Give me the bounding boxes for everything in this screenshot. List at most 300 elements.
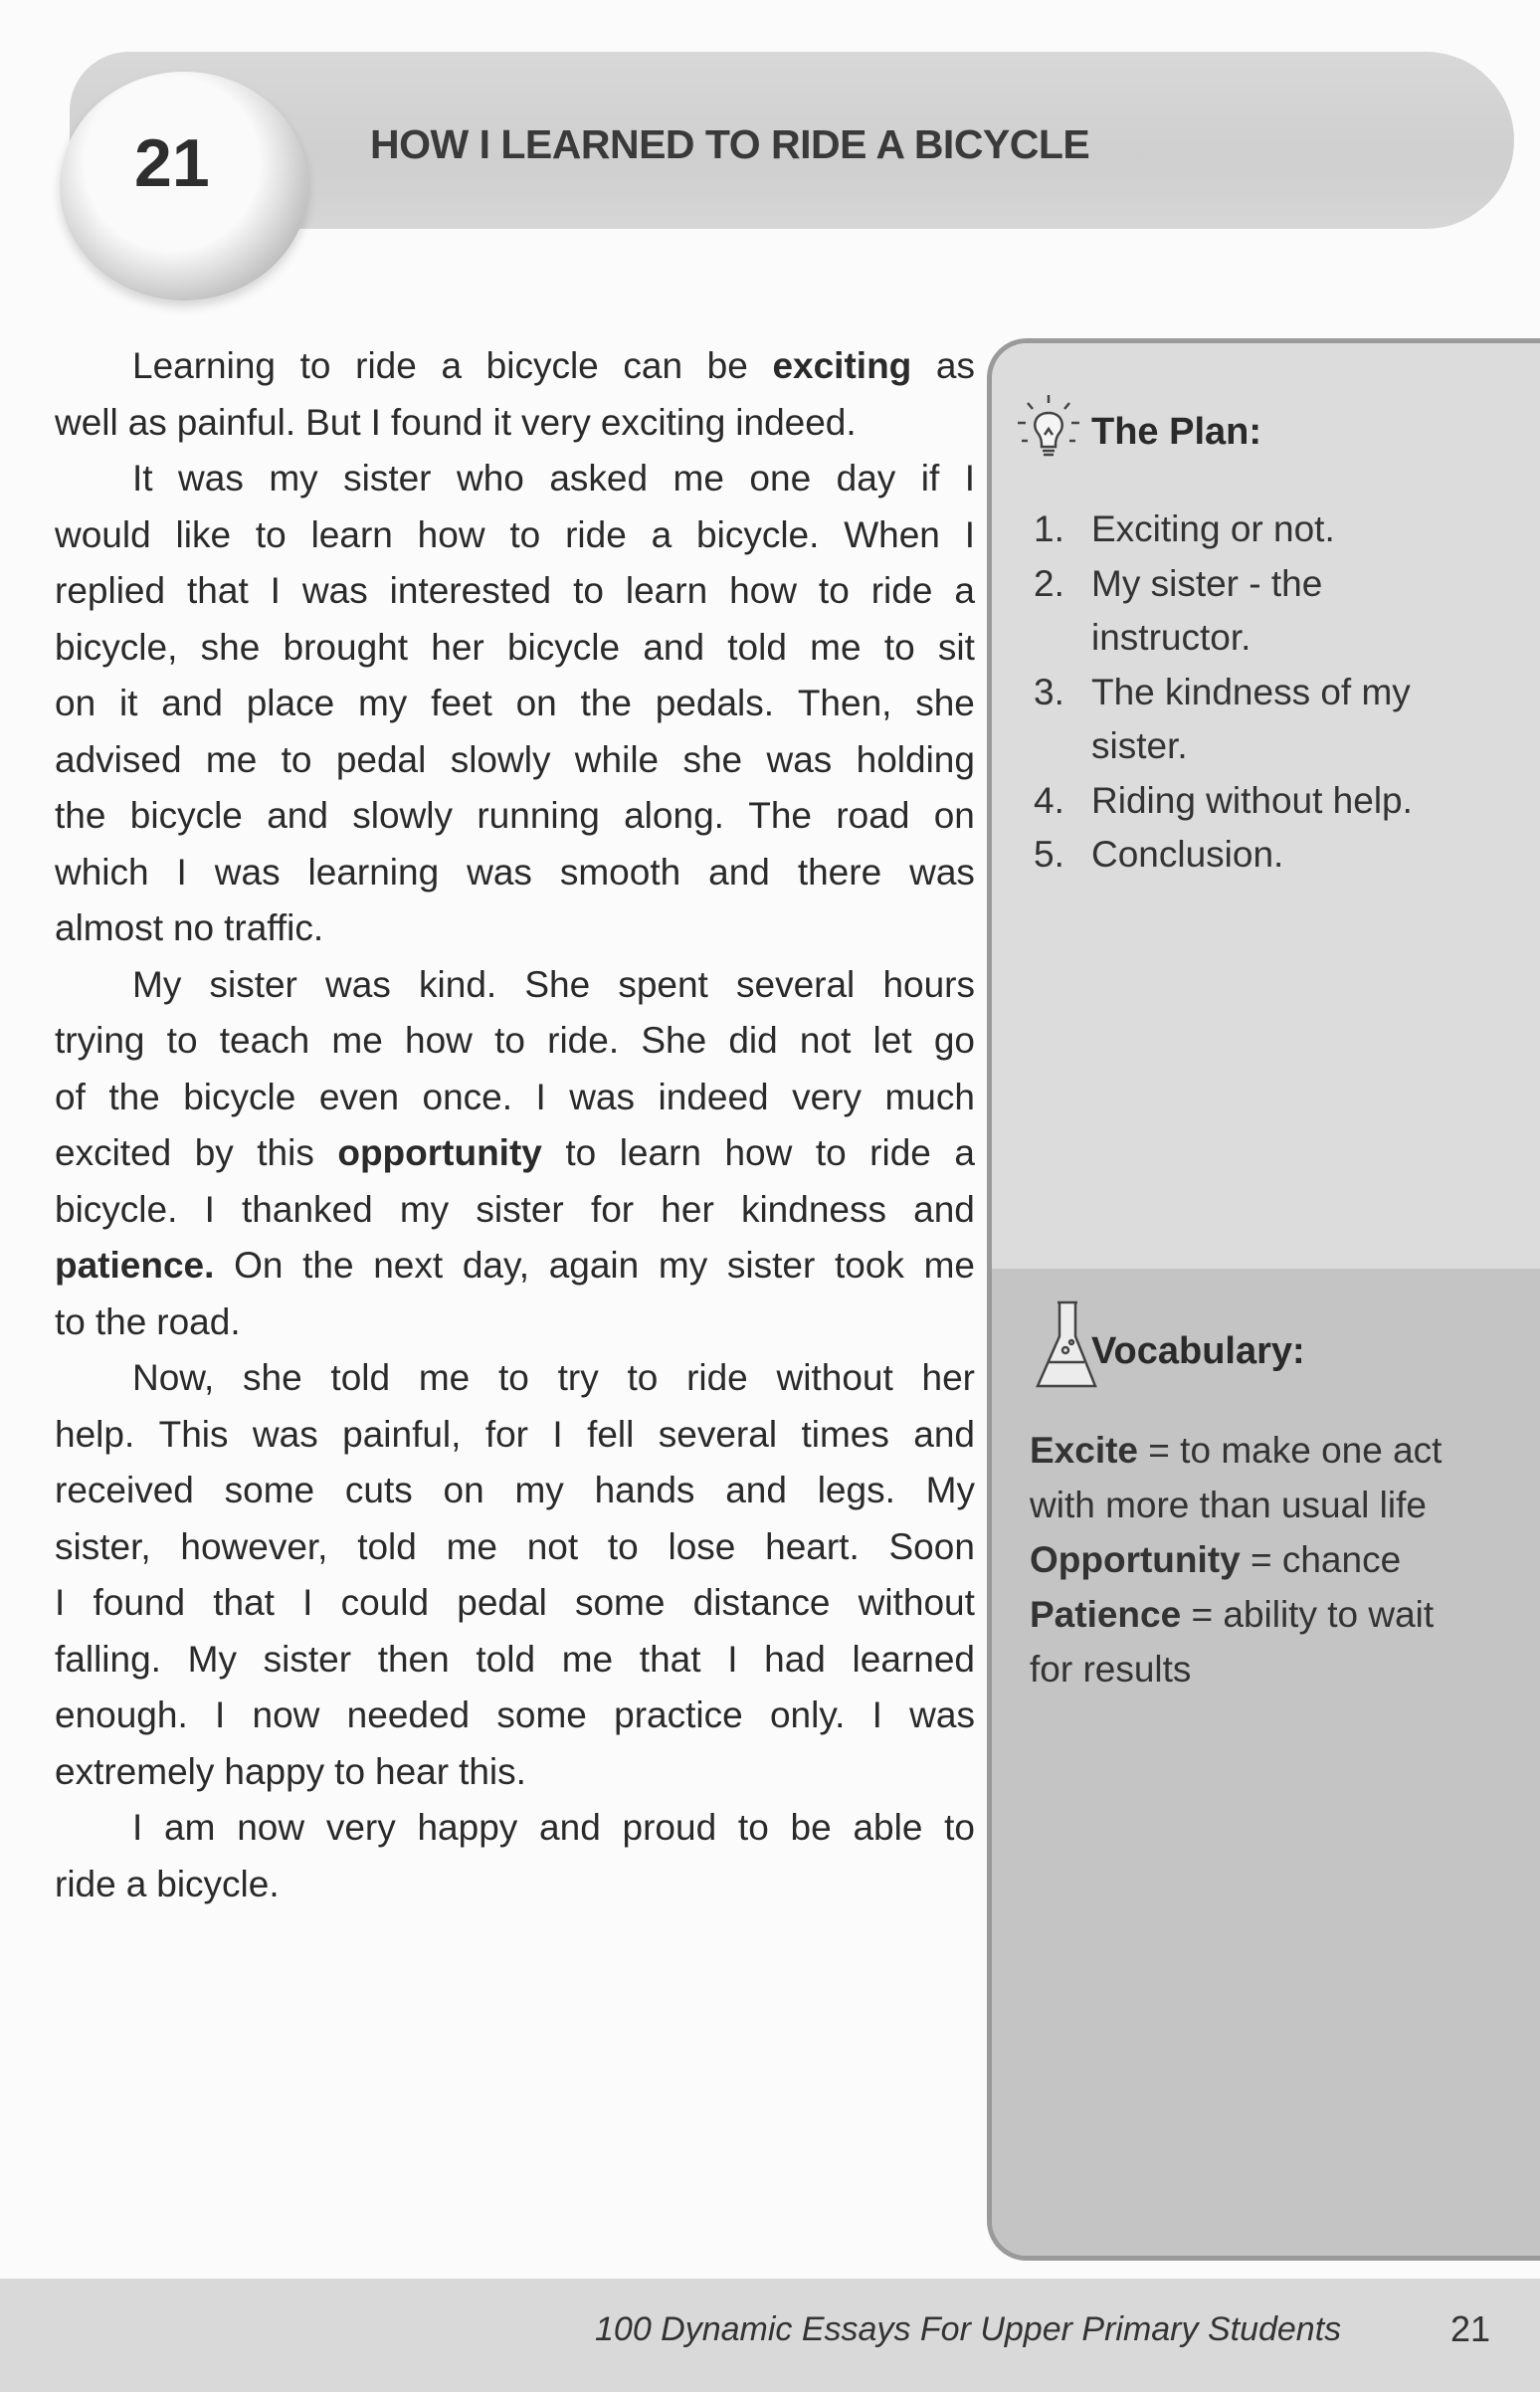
word: She — [524, 963, 591, 1005]
word: asked — [549, 458, 649, 498]
lightbulb-icon — [1014, 391, 1083, 471]
word: slowly — [352, 795, 454, 836]
word: was — [252, 1413, 318, 1455]
word: me — [205, 738, 258, 780]
vocabulary-definition: = to make one act — [1138, 1430, 1443, 1471]
word: ride — [55, 1863, 116, 1904]
word: her — [661, 1188, 714, 1230]
word: But — [305, 401, 361, 443]
word: the — [302, 1245, 354, 1286]
word: to — [573, 570, 604, 611]
word: holding — [856, 738, 975, 780]
word: found — [93, 1582, 186, 1623]
plan-item — [1034, 502, 1335, 557]
plan-item-text — [1091, 774, 1413, 829]
word: indeed — [658, 1076, 769, 1117]
word: Now, — [132, 1357, 215, 1398]
plan-item — [1034, 666, 1411, 774]
word: almost — [55, 907, 163, 948]
word: to — [281, 738, 312, 780]
word: not — [526, 1525, 579, 1567]
word: was — [569, 1076, 636, 1117]
word: could — [340, 1582, 430, 1623]
word: trying — [55, 1020, 145, 1061]
word: some — [224, 1470, 315, 1510]
plan-item-text — [1091, 828, 1283, 883]
word: thanked — [242, 1188, 373, 1230]
plan-item-number: 4. — [1034, 779, 1064, 821]
word: go — [933, 1020, 975, 1061]
word: to — [818, 570, 850, 611]
essay-line — [55, 1070, 975, 1126]
word: and — [267, 795, 328, 836]
word: to — [299, 345, 331, 386]
word: my — [357, 683, 408, 723]
word: enough. — [55, 1694, 188, 1735]
word: fell — [587, 1413, 635, 1455]
word: to — [944, 1807, 975, 1848]
word: feet — [431, 683, 492, 723]
essay-line — [55, 451, 975, 507]
essay-line — [55, 845, 975, 901]
word: some — [496, 1694, 587, 1735]
word: happy — [224, 1750, 325, 1792]
word: as — [127, 401, 167, 443]
vocabulary-line — [1030, 1642, 1191, 1696]
word: pedal — [335, 738, 427, 780]
word: well — [55, 401, 118, 443]
word: my — [399, 1188, 450, 1230]
word: The — [748, 795, 813, 836]
word: next — [373, 1245, 444, 1286]
word: very — [325, 1807, 396, 1848]
word: received — [55, 1470, 194, 1510]
word: how — [724, 1132, 793, 1173]
essay-line — [55, 1632, 975, 1689]
word: painful, — [342, 1413, 462, 1455]
word: ride — [565, 513, 627, 555]
word: It — [132, 458, 153, 498]
essay-line — [55, 1800, 975, 1857]
word: learn — [310, 513, 393, 555]
word: one — [749, 458, 812, 498]
word: help. — [55, 1413, 135, 1455]
essay-body — [55, 338, 975, 1912]
word: me — [810, 626, 862, 668]
word: for — [590, 1188, 635, 1230]
word: this. — [459, 1750, 526, 1792]
word: me — [446, 1525, 497, 1567]
vocab-word: patience. — [55, 1245, 215, 1286]
word: Soon — [888, 1525, 975, 1567]
word: brought — [283, 626, 409, 668]
word: able — [853, 1807, 923, 1848]
essay-line — [55, 1744, 975, 1801]
word: bicycle. — [55, 1188, 178, 1230]
word: told — [727, 626, 787, 668]
word: which — [55, 851, 149, 893]
essay-title: HOW I LEARNED TO RIDE A BICYCLE — [370, 121, 1090, 167]
plan-item-line: instructor. — [1091, 617, 1251, 658]
word: was — [214, 851, 281, 893]
plan-item-line: Conclusion. — [1091, 834, 1284, 875]
word: try — [557, 1357, 599, 1398]
word: her — [431, 626, 484, 668]
word: My — [925, 1470, 975, 1510]
word: my — [514, 1470, 564, 1510]
word: bicycle — [506, 626, 621, 668]
plan-item-number: 3. — [1034, 671, 1064, 712]
word: to — [883, 626, 915, 668]
word: hours — [882, 963, 975, 1005]
word: if — [920, 458, 940, 498]
word: that — [187, 570, 249, 611]
word: much — [884, 1076, 975, 1117]
word: I — [964, 458, 975, 498]
word: hear — [375, 1750, 450, 1792]
plan-heading: The Plan: — [1091, 411, 1262, 453]
word: hands — [594, 1470, 695, 1510]
word: road. — [156, 1300, 241, 1342]
word: however, — [180, 1525, 328, 1567]
word: ride — [355, 345, 417, 386]
word: a — [651, 513, 673, 555]
word: now — [237, 1807, 305, 1848]
word: I — [204, 1188, 215, 1230]
plan-item-line: The kindness of my — [1091, 671, 1411, 712]
word: exciting — [600, 401, 726, 443]
word: some — [574, 1582, 666, 1623]
word: slowly — [450, 738, 551, 780]
vocabulary-line — [1030, 1423, 1442, 1478]
word: me — [673, 458, 724, 498]
word: sister — [726, 1245, 816, 1286]
sidebar-panel — [987, 338, 1540, 2261]
word: on — [515, 683, 557, 723]
word: day — [836, 458, 896, 498]
word: to — [255, 513, 287, 555]
word: me — [418, 1357, 471, 1398]
word: several — [658, 1413, 778, 1455]
plan-item — [1034, 774, 1413, 829]
word: and — [708, 851, 770, 893]
vocabulary-line — [1030, 1587, 1434, 1642]
word: my — [658, 1245, 708, 1286]
word: I — [552, 1413, 563, 1455]
word: was — [178, 458, 244, 498]
word: it — [492, 401, 511, 443]
word: of — [55, 1076, 86, 1117]
word: told — [476, 1638, 536, 1680]
essay-line — [55, 563, 975, 620]
word: spent — [618, 963, 708, 1005]
word: she — [200, 626, 261, 668]
word: bicycle — [183, 1076, 296, 1117]
vocabulary-definition: = chance — [1240, 1539, 1402, 1580]
essay-line — [55, 1688, 975, 1744]
word: sit — [937, 626, 975, 668]
word: there — [797, 851, 882, 893]
word: that — [639, 1638, 701, 1680]
vocabulary-definition: for results — [1030, 1649, 1192, 1690]
word: to — [509, 513, 541, 555]
word: legs. — [817, 1470, 895, 1510]
word: me — [923, 1245, 975, 1286]
vocabulary-definition: with more than usual life — [1030, 1485, 1427, 1525]
word: day, — [462, 1245, 530, 1286]
word: sister — [343, 458, 432, 498]
word: practice — [614, 1694, 743, 1735]
word: several — [736, 963, 856, 1005]
plan-item — [1034, 828, 1283, 883]
word: on — [443, 1470, 484, 1510]
vocabulary-section — [992, 1269, 1540, 2256]
word: and — [643, 626, 705, 668]
word: proud — [622, 1807, 717, 1848]
word: be — [706, 345, 748, 386]
word: not — [799, 1020, 852, 1061]
word: as — [935, 345, 975, 386]
word: she — [243, 1357, 302, 1398]
word: she — [682, 738, 743, 780]
word: she — [915, 683, 975, 723]
word: to — [334, 1750, 366, 1792]
word: pedals. — [655, 683, 775, 723]
word: traffic. — [224, 907, 324, 948]
word: painful. — [176, 401, 296, 443]
word: was — [301, 570, 368, 611]
word: replied — [55, 570, 166, 611]
essay-line — [55, 1125, 975, 1182]
word: her — [921, 1357, 975, 1398]
word: once. — [422, 1076, 513, 1117]
vocab-word: opportunity — [337, 1132, 542, 1173]
word: was — [325, 963, 391, 1005]
word: found — [390, 401, 483, 443]
word: even — [318, 1076, 400, 1117]
essay-line — [55, 1295, 975, 1351]
word: am — [164, 1807, 216, 1848]
word: extremely — [55, 1750, 215, 1792]
plan-item — [1034, 557, 1322, 666]
essay-line — [55, 732, 975, 789]
essay-line — [55, 1238, 975, 1295]
word: me — [561, 1638, 614, 1680]
word: sister, — [55, 1525, 151, 1567]
word: needed — [346, 1694, 471, 1735]
word: to — [737, 1807, 769, 1848]
essay-line — [55, 1350, 975, 1407]
word: falling. — [55, 1638, 161, 1680]
word: very — [520, 401, 591, 443]
word: my — [269, 458, 318, 498]
vocabulary-term: Opportunity — [1030, 1539, 1241, 1580]
word: sister — [476, 1188, 564, 1230]
word: who — [456, 458, 524, 498]
word: excited — [55, 1132, 172, 1173]
word: without — [776, 1357, 893, 1398]
word: learn — [625, 570, 708, 611]
word: to — [497, 1357, 529, 1398]
word: told — [357, 1525, 417, 1567]
word: can — [623, 345, 683, 386]
word: She — [641, 1020, 707, 1061]
word: I — [535, 1076, 546, 1117]
plan-item-text — [1091, 502, 1335, 557]
word: without — [858, 1582, 975, 1623]
book-title: 100 Dynamic Essays For Upper Primary Students — [595, 2310, 1342, 2348]
word: and — [913, 1413, 975, 1455]
vocabulary-line — [1030, 1478, 1427, 1532]
word: the — [55, 795, 106, 836]
essay-line — [55, 1182, 975, 1239]
essay-line — [55, 1013, 975, 1070]
word: to — [55, 1300, 86, 1342]
word: ride — [686, 1357, 748, 1398]
word: and — [913, 1188, 975, 1230]
word: When — [844, 513, 940, 555]
word: was — [467, 851, 532, 893]
word: I — [302, 1582, 313, 1623]
word: My — [187, 1638, 237, 1680]
word: a — [125, 1863, 147, 1904]
word: I — [132, 1807, 143, 1848]
word: distance — [692, 1582, 831, 1623]
word: I — [964, 513, 975, 555]
word: was — [766, 738, 833, 780]
word: smooth — [559, 851, 681, 893]
word: had — [764, 1638, 826, 1680]
word: I — [270, 570, 281, 611]
plan-item-line: Exciting or not. — [1091, 508, 1335, 549]
vocab-word: exciting — [772, 345, 912, 386]
word: told — [330, 1357, 391, 1398]
word: Learning — [132, 345, 277, 386]
vocabulary-line — [1030, 1532, 1401, 1587]
word: by — [194, 1132, 234, 1173]
word: be — [790, 1807, 832, 1848]
plan-item-line: My sister - the — [1091, 562, 1323, 604]
plan-item-text — [1091, 666, 1411, 774]
word: did — [728, 1020, 778, 1061]
essay-line — [55, 395, 975, 452]
vocabulary-term: Excite — [1030, 1430, 1139, 1471]
word: ride — [869, 1132, 931, 1173]
word: sister — [209, 963, 297, 1005]
word: now — [252, 1694, 320, 1735]
page-number: 21 — [1450, 2308, 1491, 2349]
essay-line — [55, 1575, 975, 1632]
word: learning — [307, 851, 440, 893]
essay-line — [55, 676, 975, 732]
word: kind. — [419, 963, 497, 1005]
word: was — [909, 851, 975, 893]
word: I — [727, 1638, 738, 1680]
word: a — [441, 345, 463, 386]
word: bicycle. — [696, 513, 820, 555]
word: on — [933, 795, 975, 836]
word: me — [331, 1020, 383, 1061]
essay-line — [55, 507, 975, 564]
essay-line — [55, 788, 975, 845]
word: again — [548, 1245, 640, 1286]
word: lose — [668, 1525, 736, 1567]
essay-line — [55, 900, 975, 957]
word: to — [565, 1132, 597, 1173]
word: I — [55, 1582, 66, 1623]
word: like — [175, 513, 232, 555]
word: no — [172, 907, 215, 948]
word: pedal — [457, 1582, 547, 1623]
essay-line — [55, 1407, 975, 1464]
word: to — [627, 1357, 659, 1398]
word: bicycle — [129, 795, 243, 836]
word: the — [95, 1300, 147, 1342]
word: very — [792, 1076, 863, 1117]
word: the — [108, 1076, 160, 1117]
word: to — [494, 1020, 525, 1061]
plan-item-line: sister. — [1091, 725, 1188, 766]
word: to — [815, 1132, 847, 1173]
essay-line — [55, 1519, 975, 1576]
word: indeed. — [735, 401, 857, 443]
word: advised — [55, 738, 182, 780]
word: would — [55, 513, 151, 555]
plan-item-number: 1. — [1034, 508, 1064, 549]
chapter-number: 21 — [134, 125, 210, 201]
word: how — [417, 513, 485, 555]
word: and — [539, 1807, 601, 1848]
vocabulary-heading: Vocabulary: — [1091, 1330, 1305, 1372]
word: to — [166, 1020, 198, 1061]
word: road — [836, 795, 910, 836]
word: place — [246, 683, 335, 723]
word: I — [176, 851, 187, 893]
word: took — [834, 1245, 904, 1286]
word: This — [158, 1413, 229, 1455]
word: I — [215, 1694, 226, 1735]
vocabulary-term: Patience — [1030, 1594, 1182, 1635]
plan-section — [992, 343, 1540, 1269]
word: learned — [852, 1638, 975, 1680]
word: I — [370, 401, 381, 443]
word: ride. — [547, 1020, 620, 1061]
word: that — [213, 1582, 275, 1623]
word: and — [725, 1470, 787, 1510]
word: while — [574, 738, 660, 780]
word: heart. — [765, 1525, 860, 1567]
plan-item-number: 2. — [1034, 562, 1064, 604]
word: to — [607, 1525, 639, 1567]
word: a — [954, 1132, 975, 1173]
word: it — [118, 683, 138, 723]
essay-line — [55, 620, 975, 677]
vocabulary-definition: = ability to wait — [1181, 1594, 1435, 1635]
plan-item-number: 5. — [1034, 834, 1064, 875]
word: My — [132, 963, 182, 1005]
word: interested — [389, 570, 552, 611]
word: I — [871, 1694, 882, 1735]
word: how — [729, 570, 797, 611]
word: the — [580, 683, 632, 723]
word: sister — [263, 1638, 352, 1680]
essay-line — [55, 957, 975, 1014]
essay-line — [55, 1857, 975, 1913]
word: cuts — [344, 1470, 413, 1510]
word: was — [909, 1694, 975, 1735]
word: kindness — [740, 1188, 886, 1230]
word: let — [872, 1020, 912, 1061]
